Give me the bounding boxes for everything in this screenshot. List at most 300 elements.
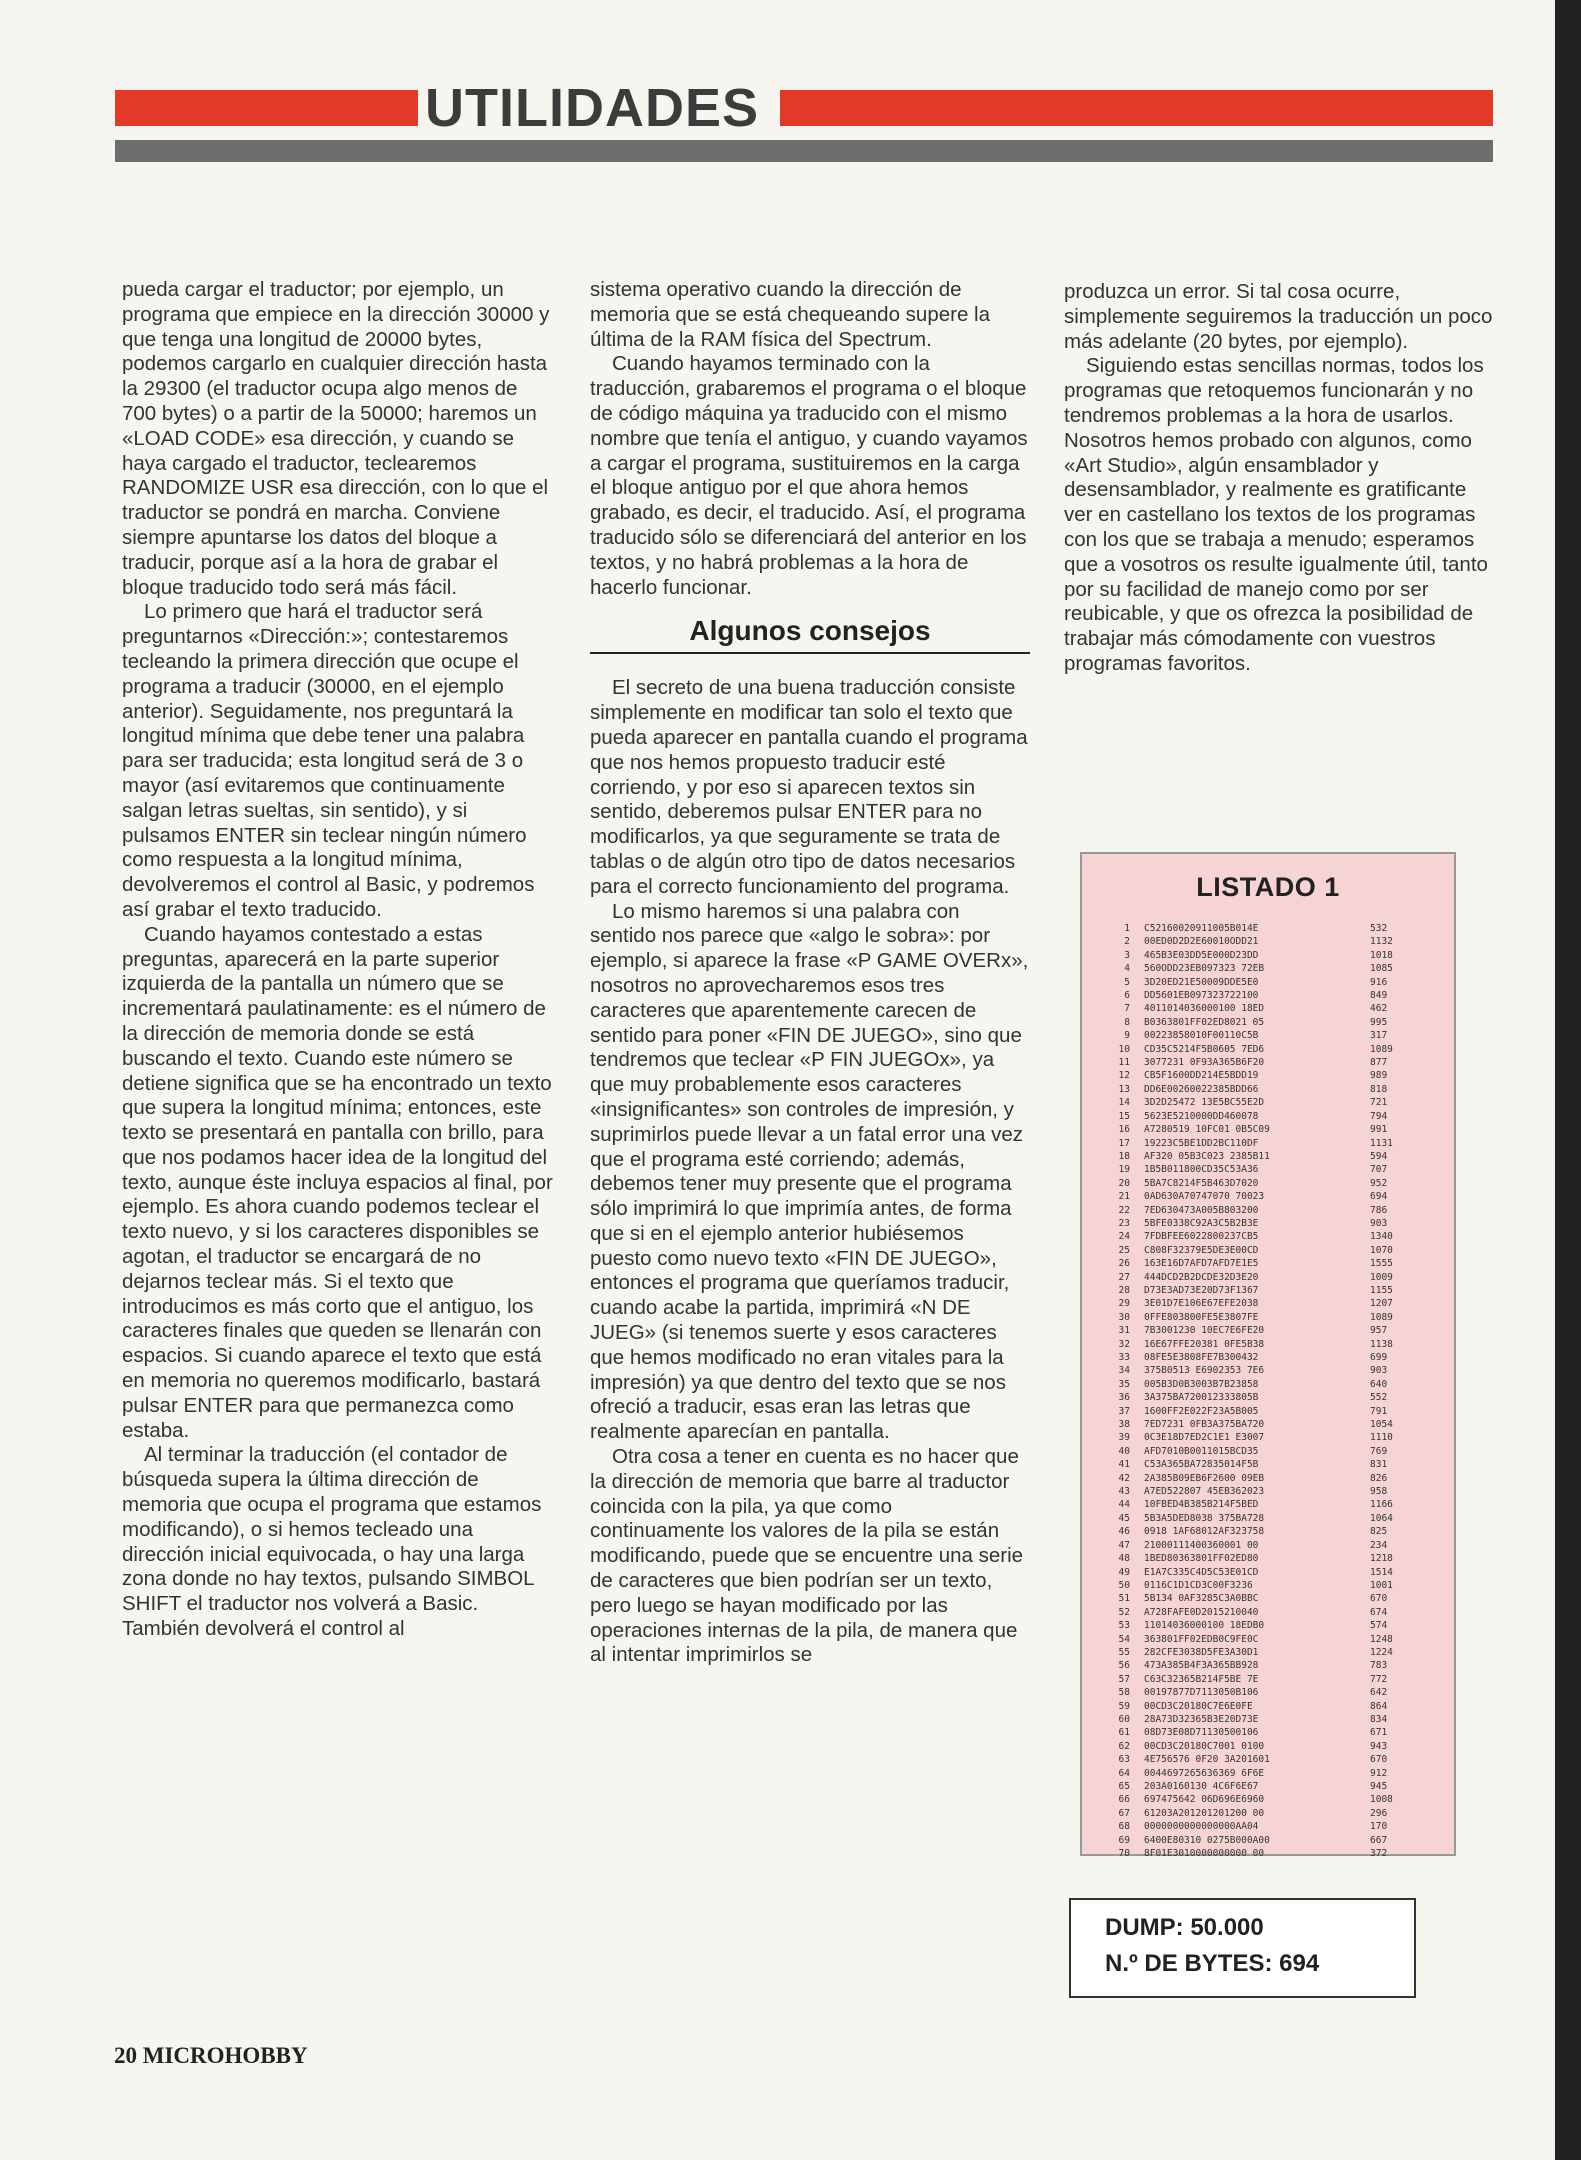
hex-data: 5623E5210000DD460078 xyxy=(1144,1110,1259,1122)
listing-row xyxy=(1102,1418,1410,1431)
listing-row xyxy=(1102,1002,1410,1015)
listing-row xyxy=(1102,1405,1410,1418)
checksum: 877 xyxy=(1370,1057,1388,1069)
listing-row xyxy=(1102,1391,1410,1404)
checksum: 1018 xyxy=(1370,949,1393,961)
checksum: 834 xyxy=(1370,1713,1388,1725)
checksum: 1132 xyxy=(1370,936,1393,948)
listing-row xyxy=(1102,1311,1410,1324)
listing-row xyxy=(1102,1431,1410,1444)
listing-row xyxy=(1102,1485,1410,1498)
checksum: 1138 xyxy=(1370,1338,1393,1350)
line-number: 67 xyxy=(1118,1807,1130,1819)
hex-data: AFD7010B0011015BCD35 xyxy=(1144,1445,1259,1457)
hex-data: 5B134 0AF3285C3A0BBC xyxy=(1144,1593,1259,1605)
byte-count: N.º DE BYTES: 694 xyxy=(1105,1950,1320,1977)
checksum: 831 xyxy=(1370,1459,1388,1471)
checksum: 786 xyxy=(1370,1204,1388,1216)
hex-data: 7B3001230 10EC7E6FE20 xyxy=(1144,1325,1265,1337)
hex-data: 10FBED4B385B214F5BED xyxy=(1144,1499,1259,1511)
listing-row xyxy=(1102,1552,1410,1565)
line-number: 23 xyxy=(1118,1217,1130,1229)
checksum: 1555 xyxy=(1370,1258,1393,1270)
checksum: 1224 xyxy=(1370,1646,1393,1658)
checksum: 574 xyxy=(1370,1620,1388,1632)
listing-title: LISTADO 1 xyxy=(1196,872,1340,902)
listing-row xyxy=(1102,1351,1410,1364)
checksum: 1009 xyxy=(1370,1271,1393,1283)
paragraph: sistema operativo cuando la dirección de memoria que se está chequeando supere la última de la RAM física del Spectrum. xyxy=(590,278,991,351)
hex-data: 00197877D7113050B106 xyxy=(1144,1687,1259,1699)
checksum: 694 xyxy=(1370,1191,1388,1203)
checksum: 1001 xyxy=(1370,1579,1393,1591)
line-number: 21 xyxy=(1118,1191,1130,1203)
checksum: 783 xyxy=(1370,1660,1388,1672)
checksum: 1054 xyxy=(1370,1419,1393,1431)
hex-data: E1A7C335C4D5C53E01CD xyxy=(1144,1566,1259,1578)
line-number: 37 xyxy=(1118,1405,1130,1417)
checksum: 903 xyxy=(1370,1365,1388,1377)
hex-data: 0FFE803800FE5E3807FE xyxy=(1144,1311,1259,1323)
line-number: 62 xyxy=(1118,1740,1130,1752)
hex-data: 5BFE0338C92A3C5B2B3E xyxy=(1144,1217,1259,1229)
hex-data: 7FDBFEE6022800237CB5 xyxy=(1144,1231,1259,1243)
paragraph: Cuando hayamos terminado con la traducción, grabaremos el programa o el bloque de código máquina ya traducido con el mismo nombre que tenía el antiguo, y cuando vayamos a cargar el programa, sustituiremos en la carga el bloque antiguo por el que ahora hemos grabado, es decir, el traducido. Así, el programa traducido sólo se diferenciará del anterior en los textos, y no habrá problemas a la hora de hacerlo funcionar. xyxy=(590,352,1028,599)
listing-row xyxy=(1102,1686,1410,1699)
header-gray-bar xyxy=(115,140,1493,162)
checksum: 794 xyxy=(1370,1110,1388,1122)
line-number: 5 xyxy=(1124,976,1130,988)
listing-row xyxy=(1102,1271,1410,1284)
section-title: UTILIDADES xyxy=(425,78,759,138)
listing-row xyxy=(1102,1445,1410,1458)
line-number: 27 xyxy=(1118,1271,1130,1283)
hex-data: 282CFE3038D5FE3A30D1 xyxy=(1144,1646,1259,1658)
paragraph: pueda cargar el traductor; por ejemplo, un programa que empiece en la dirección 30000 y que tenga una longitud de 20000 bytes, podemos cargarlo en cualquier dirección hasta la 29300 (el traductor ocupa algo menos de 700 bytes) o a partir de la 50000; haremos un «LOAD CODE» esa dirección, y cuando se haya cargado el traductor, teclearemos RANDOMIZE USR esa dirección, con lo que el traductor se pondrá en marcha. Conviene siempre apuntarse los datos del bloque a traducir, porque así a la hora de grabar el bloque traducido todo será más fácil. xyxy=(122,278,550,599)
line-number: 18 xyxy=(1118,1150,1130,1162)
checksum: 826 xyxy=(1370,1472,1388,1484)
listing-row xyxy=(1102,1539,1410,1552)
checksum: 916 xyxy=(1370,976,1388,988)
listing-row xyxy=(1102,1338,1410,1351)
listing-row xyxy=(1102,1659,1410,1672)
hex-data: 444DCD2B2DCDE32D3E20 xyxy=(1144,1271,1259,1283)
listing-row xyxy=(1102,922,1410,935)
line-number: 17 xyxy=(1118,1137,1130,1149)
paragraph: Al terminar la traducción (el contador de búsqueda supera la última dirección de memoria que ocupa el programa que estamos modificando), o si hemos tecleado una dirección inicial equivocada, o hay una larga zona donde no hay textos, pulsando SIMBOL SHIFT el traductor nos volverá a Basic. También devolverá el control al xyxy=(122,1443,542,1641)
line-number: 41 xyxy=(1118,1459,1130,1471)
checksum: 945 xyxy=(1370,1781,1388,1792)
hex-data: C52160020911005B014E xyxy=(1144,923,1259,934)
line-number: 13 xyxy=(1118,1083,1130,1095)
listing-row xyxy=(1102,1096,1410,1109)
line-number: 55 xyxy=(1118,1646,1130,1658)
hex-data: B0363801FF02ED8021 05 xyxy=(1144,1016,1265,1028)
checksum: 952 xyxy=(1370,1177,1388,1189)
checksum: 791 xyxy=(1370,1405,1388,1417)
listing-row xyxy=(1102,1083,1410,1096)
listing-row xyxy=(1102,1767,1410,1780)
listing-row xyxy=(1102,1284,1410,1297)
dump-info-box xyxy=(1069,1898,1416,1998)
line-number: 45 xyxy=(1118,1512,1130,1524)
checksum: 671 xyxy=(1370,1727,1388,1739)
listing-row xyxy=(1102,1834,1410,1847)
listing-row xyxy=(1102,1646,1410,1659)
hex-data: 0C3E18D7ED2C1E1 E3007 xyxy=(1144,1432,1265,1444)
checksum: 825 xyxy=(1370,1526,1388,1538)
listing-row xyxy=(1102,1793,1410,1806)
listing-row xyxy=(1102,1458,1410,1471)
line-number: 59 xyxy=(1118,1700,1130,1712)
line-number: 10 xyxy=(1118,1043,1130,1055)
listing-row xyxy=(1102,962,1410,975)
hex-data: 21000111400360001 00 xyxy=(1144,1539,1259,1551)
checksum: 699 xyxy=(1370,1352,1388,1363)
checksum: 1085 xyxy=(1370,963,1393,975)
line-number: 2 xyxy=(1124,936,1130,948)
checksum: 721 xyxy=(1370,1097,1388,1109)
hex-data: 0044697265636369 6F6E xyxy=(1144,1767,1265,1779)
hex-data: 1BED80363801FF02ED80 xyxy=(1144,1553,1259,1565)
article-column-3 xyxy=(1064,280,1496,677)
line-number: 19 xyxy=(1118,1164,1130,1176)
listing-row xyxy=(1102,1069,1410,1082)
checksum: 903 xyxy=(1370,1217,1388,1229)
listing-row xyxy=(1102,1498,1410,1511)
checksum: 772 xyxy=(1370,1673,1388,1685)
listing-rows xyxy=(1102,922,1410,1860)
listing-row xyxy=(1102,1016,1410,1029)
checksum: 317 xyxy=(1370,1030,1388,1042)
hex-data: 465B3E03DD5E000D23DD xyxy=(1144,949,1259,961)
line-number: 33 xyxy=(1118,1352,1130,1363)
line-number: 26 xyxy=(1118,1258,1130,1270)
line-number: 54 xyxy=(1118,1633,1130,1645)
listing-row xyxy=(1102,1472,1410,1485)
line-number: 68 xyxy=(1118,1821,1130,1833)
paragraph: Lo primero que hará el traductor será preguntarnos «Dirección:»; contestaremos tecleando la primera dirección que ocupe el programa a traducir (30000, en el ejemplo anterior). Seguidamente, nos preguntará la longitud mínima que debe tener una palabra para ser traducida; esta longitud será de 3 o mayor (así evitaremos que continuamente salgan letras sueltas, sin sentido), y si pulsamos ENTER sin teclear ningún número como respuesta a la longitud mínima, devolveremos el control al Basic, y podremos así grabar el texto traducido. xyxy=(122,600,535,921)
checksum: 991 xyxy=(1370,1124,1388,1136)
dump-address: DUMP: 50.000 xyxy=(1105,1914,1264,1941)
line-number: 1 xyxy=(1124,923,1130,934)
hex-data: 19223C5BE1DD2BC110DF xyxy=(1144,1137,1259,1149)
line-number: 3 xyxy=(1124,949,1130,961)
hex-data: 28A73D32365B3E20D73E xyxy=(1144,1713,1259,1725)
listing-row xyxy=(1102,1606,1410,1619)
line-number: 57 xyxy=(1118,1673,1130,1685)
listing-row xyxy=(1102,1780,1410,1793)
listing-row xyxy=(1102,1297,1410,1310)
listing-row xyxy=(1102,1163,1410,1176)
line-number: 8 xyxy=(1124,1016,1130,1028)
line-number: 14 xyxy=(1118,1097,1130,1109)
hex-data: 16E67FFE20381 0FE5B38 xyxy=(1144,1338,1265,1350)
listing-row xyxy=(1102,1029,1410,1042)
line-number: 38 xyxy=(1118,1419,1130,1431)
hex-data: 1600FF2E022F23A5B005 xyxy=(1144,1405,1259,1417)
hex-data: 61203A201201201200 00 xyxy=(1144,1807,1265,1819)
line-number: 49 xyxy=(1118,1566,1130,1578)
line-number: 35 xyxy=(1118,1378,1130,1390)
checksum: 670 xyxy=(1370,1754,1388,1766)
line-number: 65 xyxy=(1118,1781,1130,1792)
hex-data: D73E3AD73E20D73F1367 xyxy=(1144,1284,1259,1296)
paragraph: produzca un error. Si tal cosa ocurre, simplemente seguiremos la traducción un poco más adelante (20 bytes, por ejemplo). xyxy=(1064,280,1493,353)
article-column-2 xyxy=(590,278,1030,1668)
listing-row xyxy=(1102,1512,1410,1525)
line-number: 52 xyxy=(1118,1606,1130,1618)
checksum: 995 xyxy=(1370,1016,1388,1028)
hex-data: 7ED7231 0FB3A375BA720 xyxy=(1144,1419,1265,1431)
subheading: Algunos consejos xyxy=(590,614,1030,654)
listing-row xyxy=(1102,1244,1410,1257)
checksum: 667 xyxy=(1370,1834,1388,1846)
listing-row xyxy=(1102,935,1410,948)
listing-row xyxy=(1102,1619,1410,1632)
listing-row xyxy=(1102,1633,1410,1646)
line-number: 69 xyxy=(1118,1834,1130,1846)
checksum: 943 xyxy=(1370,1740,1388,1752)
listing-row xyxy=(1102,1150,1410,1163)
line-number: 60 xyxy=(1118,1713,1130,1725)
hex-data: 6400E80310 0275B000A00 xyxy=(1144,1834,1270,1846)
checksum: 958 xyxy=(1370,1486,1388,1498)
hex-data: 3E01D7E106E67EFE2038 xyxy=(1144,1298,1259,1310)
listing-row xyxy=(1102,1700,1410,1713)
checksum: 912 xyxy=(1370,1767,1388,1779)
paragraph: Cuando hayamos contestado a estas preguntas, aparecerá en la parte superior izquierda de la pantalla un número que se incrementará paulatinamente: es el número de la dirección de memoria donde se está buscando el texto. Cuando este número se detiene significa que se ha encontrado un texto que supera la longitud mínima; entonces, este texto se presentará en pantalla con brillo, para que nos podamos hacer idea de la longitud del texto, aunque éste incluya espacios al final, por ejemplo. Es ahora cuando podemos teclear el texto nuevo, y si los caracteres disponibles se agotan, el traductor se encargará de no dejarnos teclear más. Si el texto que introducimos es más corto que el antiguo, los caracteres finales que queden se llenarán con espacios. Si cuando aparece el texto que está en memoria no queremos modificarlo, bastará pulsar ENTER para que permanezca como estaba. xyxy=(122,922,553,1442)
checksum: 1340 xyxy=(1370,1231,1393,1243)
listing-row xyxy=(1102,989,1410,1002)
listing-row xyxy=(1102,1190,1410,1203)
hex-data: 0000000000000000AA04 xyxy=(1144,1821,1259,1833)
line-number: 58 xyxy=(1118,1687,1130,1699)
listing-row xyxy=(1102,1217,1410,1230)
hex-data: A7280519 10FC01 0B5C09 xyxy=(1144,1124,1270,1136)
hex-data: AF320 05B3C023 2385B11 xyxy=(1144,1150,1270,1162)
hex-data: A728FAFE0D2015210040 xyxy=(1144,1606,1259,1618)
line-number: 29 xyxy=(1118,1298,1130,1310)
listing-row xyxy=(1102,1525,1410,1538)
line-number: 43 xyxy=(1118,1486,1130,1498)
line-number: 12 xyxy=(1118,1070,1130,1082)
line-number: 11 xyxy=(1118,1057,1130,1069)
line-number: 40 xyxy=(1118,1445,1130,1457)
checksum: 864 xyxy=(1370,1700,1388,1712)
checksum: 642 xyxy=(1370,1687,1388,1699)
listing-row xyxy=(1102,1123,1410,1136)
line-number: 39 xyxy=(1118,1432,1130,1444)
hex-data: 0116C1D1CD3C00F3236 xyxy=(1144,1579,1253,1591)
line-number: 30 xyxy=(1118,1311,1130,1323)
listing-row xyxy=(1102,1740,1410,1753)
listing-row xyxy=(1102,1137,1410,1150)
line-number: 22 xyxy=(1118,1204,1130,1216)
line-number: 50 xyxy=(1118,1579,1130,1591)
hex-data: 00CD3C20180C7E6E0FE xyxy=(1144,1700,1253,1712)
line-number: 46 xyxy=(1118,1526,1130,1538)
line-number: 66 xyxy=(1118,1794,1130,1806)
listing-row xyxy=(1102,1673,1410,1686)
line-number: 51 xyxy=(1118,1593,1130,1605)
line-number: 24 xyxy=(1118,1231,1130,1243)
hex-data: 5B3A5DED8038 375BA728 xyxy=(1144,1512,1265,1524)
listing-row xyxy=(1102,1324,1410,1337)
hex-data: 1B5B011800CD35C53A36 xyxy=(1144,1164,1259,1176)
hex-data: 00ED0D2D2E60010ODD21 xyxy=(1144,936,1259,948)
listing-row xyxy=(1102,1726,1410,1739)
listing-row xyxy=(1102,1364,1410,1377)
hex-data: 163E16D7AFD7AFD7E1E5 xyxy=(1144,1258,1259,1270)
checksum: 532 xyxy=(1370,923,1388,934)
checksum: 989 xyxy=(1370,1070,1388,1082)
hex-data: C53A365BA72835014F5B xyxy=(1144,1459,1259,1471)
checksum: 296 xyxy=(1370,1807,1388,1819)
line-number: 6 xyxy=(1124,990,1130,1002)
header-red-bar-right xyxy=(780,90,1493,126)
checksum: 234 xyxy=(1370,1539,1388,1551)
listing-row xyxy=(1102,1043,1410,1056)
listing-row xyxy=(1102,1378,1410,1391)
hex-data: 203A0160130 4C6F6E67 xyxy=(1144,1781,1259,1792)
hex-data: A7ED522807 45EB362023 xyxy=(1144,1486,1265,1498)
hex-data: 0AD630A70747070 70023 xyxy=(1144,1191,1265,1203)
hex-data: 3D2D25472 13E5BC55E2D xyxy=(1144,1097,1265,1109)
checksum: 1070 xyxy=(1370,1244,1393,1256)
page-edge xyxy=(1555,0,1581,2160)
checksum: 1514 xyxy=(1370,1566,1393,1578)
page-footer: 20 MICROHOBBY xyxy=(114,2043,308,2068)
hex-data: C808F32379E5DE3E00CD xyxy=(1144,1244,1259,1256)
checksum: 670 xyxy=(1370,1593,1388,1605)
code-listing-box xyxy=(1080,852,1456,1860)
line-number: 63 xyxy=(1118,1754,1130,1766)
checksum: 1207 xyxy=(1370,1298,1393,1310)
checksum: 552 xyxy=(1370,1392,1388,1404)
header-red-bar-left xyxy=(115,90,418,126)
paragraph: Siguiendo estas sencillas normas, todos los programas que retoquemos funcionarán y no tendremos problemas a la hora de usarlos. Nosotros hemos probado con algunos, como «Art Studio», algún ensamblador y desensamblador, y realmente es gratificante ver en castellano los textos de los programas con los que se trabaja a menudo; esperamos que a vosotros os resulte igualmente útil, tanto por su facilidad de manejo como por ser reubicable, y que os ofrezca la posibilidad de trabajar más cómodamente con vuestros programas favoritos. xyxy=(1064,354,1488,675)
listing-row xyxy=(1102,1257,1410,1270)
checksum: 1248 xyxy=(1370,1633,1393,1645)
hex-data: 3077231 0F93A365B6F20 xyxy=(1144,1057,1265,1069)
listing-row xyxy=(1102,1110,1410,1123)
checksum: 462 xyxy=(1370,1003,1388,1015)
hex-data: 4E756576 0F20 3A201601 xyxy=(1144,1754,1270,1766)
hex-data: 11014036000100 18EDB0 xyxy=(1144,1620,1265,1632)
listing-row xyxy=(1102,1807,1410,1820)
hex-data: 005B3D0B3003B7B23858 xyxy=(1144,1378,1259,1390)
line-number: 64 xyxy=(1118,1767,1130,1779)
hex-data: 4011014036000100 18ED xyxy=(1144,1003,1265,1015)
checksum: 707 xyxy=(1370,1164,1388,1176)
listing-row xyxy=(1102,1847,1410,1860)
checksum: 849 xyxy=(1370,990,1388,1002)
hex-data: 5BA7C8214F5B463D7020 xyxy=(1144,1177,1259,1189)
checksum: 818 xyxy=(1370,1083,1388,1095)
hex-data: 3D20ED21E50009DDE5E0 xyxy=(1144,976,1259,988)
line-number: 48 xyxy=(1118,1553,1130,1565)
checksum: 1131 xyxy=(1370,1137,1393,1149)
checksum: 769 xyxy=(1370,1445,1388,1457)
line-number: 20 xyxy=(1118,1177,1130,1189)
line-number: 61 xyxy=(1118,1727,1130,1739)
listing-row xyxy=(1102,949,1410,962)
line-number: 44 xyxy=(1118,1499,1130,1511)
hex-data: 375B0513 E6902353 7E6 xyxy=(1144,1365,1265,1377)
hex-data: 3A375BA720012333805B xyxy=(1144,1392,1259,1404)
checksum: 1218 xyxy=(1370,1553,1393,1565)
hex-data: 0918 1AF68012AF323758 xyxy=(1144,1526,1265,1538)
line-number: 16 xyxy=(1118,1124,1130,1136)
listing-row xyxy=(1102,1177,1410,1190)
hex-data: 00223858010F00110C5B xyxy=(1144,1030,1259,1042)
hex-data: CB5F1600DD214E5BDD19 xyxy=(1144,1070,1259,1082)
checksum: 170 xyxy=(1370,1821,1388,1833)
checksum: 1166 xyxy=(1370,1499,1393,1511)
checksum: 1008 xyxy=(1370,1794,1393,1806)
listing-row xyxy=(1102,1204,1410,1217)
hex-data: 08FE5E3808FE7B300432 xyxy=(1144,1352,1259,1363)
line-number: 28 xyxy=(1118,1284,1130,1296)
checksum: 594 xyxy=(1370,1150,1388,1162)
line-number: 31 xyxy=(1118,1325,1130,1337)
listing-row xyxy=(1102,1566,1410,1579)
line-number: 70 xyxy=(1118,1848,1130,1860)
section-header xyxy=(115,78,1493,168)
line-number: 7 xyxy=(1124,1003,1130,1015)
hex-data: 697475642 06D696E6960 xyxy=(1144,1794,1265,1806)
checksum: 372 xyxy=(1370,1848,1388,1860)
article-column-1 xyxy=(122,278,554,1642)
hex-data: DD6E00260022385BDD66 xyxy=(1144,1083,1259,1095)
listing-row xyxy=(1102,1713,1410,1726)
line-number: 34 xyxy=(1118,1365,1130,1377)
listing-row xyxy=(1102,976,1410,989)
checksum: 1064 xyxy=(1370,1512,1393,1524)
hex-data: 2A385B09EB6F2600 09EB xyxy=(1144,1472,1265,1484)
hex-data: 363801FF02EDB0C9FE0C xyxy=(1144,1633,1259,1645)
hex-data: CD35C5214F5B0605 7ED6 xyxy=(1144,1043,1265,1055)
hex-data: DD5601EB097323722100 xyxy=(1144,990,1259,1002)
line-number: 47 xyxy=(1118,1539,1130,1551)
line-number: 15 xyxy=(1118,1110,1130,1122)
listing-row xyxy=(1102,1753,1410,1766)
checksum: 1155 xyxy=(1370,1284,1393,1296)
line-number: 53 xyxy=(1118,1620,1130,1632)
listing-row xyxy=(1102,1592,1410,1605)
line-number: 42 xyxy=(1118,1472,1130,1484)
hex-data: 473A385B4F3A365BB928 xyxy=(1144,1660,1259,1672)
checksum: 640 xyxy=(1370,1378,1388,1390)
line-number: 56 xyxy=(1118,1660,1130,1672)
checksum: 1089 xyxy=(1370,1043,1393,1055)
hex-data: 7ED630473A005B803200 xyxy=(1144,1204,1259,1216)
paragraph: Otra cosa a tener en cuenta es no hacer que la dirección de memoria que barre al traductor coincida con la pila, ya que como continuamente los valores de la pila se están modificando, puede que se encuentre una serie de caracteres que bien podrían ser un texto, pero luego se hayan modificado por las operaciones internas de la pila, de manera que al intentar imprimirlos se xyxy=(590,1445,1024,1667)
hex-data: 08D73E08D71130500106 xyxy=(1144,1727,1259,1739)
hex-data: C63C32365B214F5BE 7E xyxy=(1144,1673,1259,1685)
checksum: 957 xyxy=(1370,1325,1388,1337)
listing-row xyxy=(1102,1056,1410,1069)
listing-row xyxy=(1102,1230,1410,1243)
listing-row xyxy=(1102,1820,1410,1833)
line-number: 9 xyxy=(1124,1030,1130,1042)
line-number: 36 xyxy=(1118,1392,1130,1404)
hex-data: 560ODD23EB097323 72EB xyxy=(1144,963,1265,975)
paragraph: El secreto de una buena traducción consiste simplemente en modificar tan solo el texto que pueda aparecer en pantalla cuando el programa que nos hemos propuesto traducir esté corriendo, y por eso si aparecen textos sin sentido, deberemos pulsar ENTER para no modificarlos, ya que seguramente se trata de tablas o de algún otro tipo de datos necesarios para el correcto funcionamiento del programa. xyxy=(590,676,1028,898)
line-number: 32 xyxy=(1118,1338,1130,1350)
line-number: 25 xyxy=(1118,1244,1130,1256)
